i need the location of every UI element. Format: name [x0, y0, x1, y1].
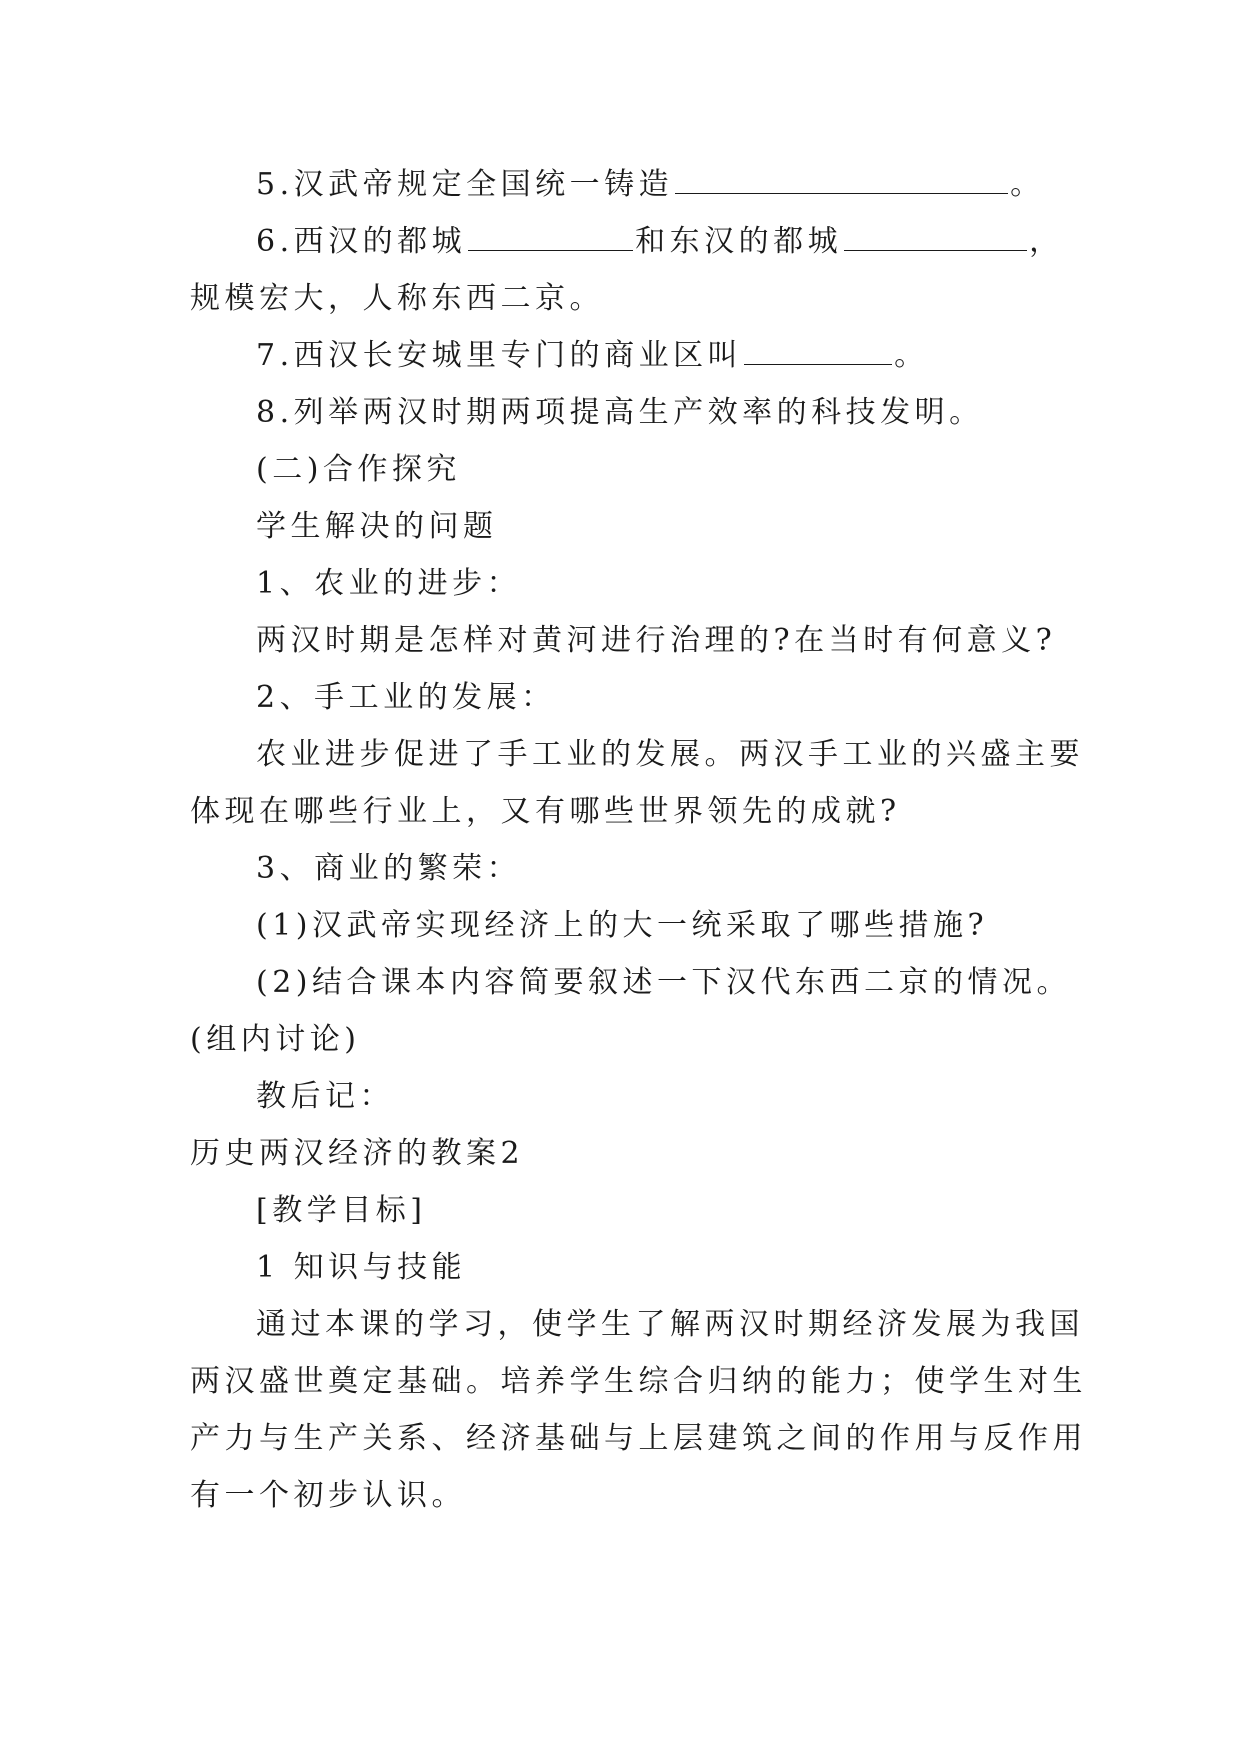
question-5-text: 5.汉武帝规定全国统一铸造 — [256, 167, 674, 202]
question-7-text: 7.西汉长安城里专门的商业区叫 — [256, 338, 743, 373]
question-6 — [256, 222, 1064, 262]
afterword-label: 教后记： — [256, 1079, 394, 1114]
question-5 — [256, 165, 1045, 205]
lesson-plan-2-title: 历史两汉经济的教案2 — [190, 1136, 525, 1171]
question-8: 8.列举两汉时期两项提高生产效率的科技发明。 — [256, 395, 984, 430]
goal-paragraph-line-4: 有一个初步认识。 — [190, 1478, 466, 1513]
question-6-blank-eastern-capital — [844, 224, 1027, 251]
problem-1-heading: 1、农业的进步： — [256, 566, 522, 601]
question-6-text: 6.西汉的都城 — [256, 224, 467, 259]
question-6-blank-western-capital — [468, 224, 633, 251]
question-7-blank — [744, 338, 892, 365]
question-5-blank — [675, 167, 1008, 194]
problem-1-question: 两汉时期是怎样对黄河进行治理的?在当时有何意义? — [256, 623, 1057, 658]
section-heading-cooperation: (二)合作探究 — [256, 452, 461, 487]
problem-3-question-2-continuation: (组内讨论) — [190, 1022, 361, 1057]
problem-2-heading: 2、手工业的发展： — [256, 680, 556, 715]
question-5-end: 。 — [1010, 167, 1045, 202]
teaching-goals-heading: [教学目标] — [256, 1193, 427, 1228]
goal-paragraph-line-3: 产力与生产关系、经济基础与上层建筑之间的作用与反作用 — [190, 1421, 1087, 1456]
goal-1-heading: 1 知识与技能 — [256, 1250, 467, 1285]
problem-2-question-line-1: 农业进步促进了手工业的发展。两汉手工业的兴盛主要 — [256, 737, 1084, 772]
problem-3-heading: 3、商业的繁荣： — [256, 851, 522, 886]
problem-3-question-2: (2)结合课本内容简要叙述一下汉代东西二京的情况。 — [256, 965, 1071, 1000]
question-6-mid-text: 和东汉的都城 — [635, 224, 843, 259]
question-6-end: ， — [1029, 224, 1064, 259]
goal-paragraph-line-1: 通过本课的学习，使学生了解两汉时期经济发展为我国 — [256, 1307, 1084, 1342]
student-problems-heading: 学生解决的问题 — [256, 509, 498, 544]
question-7-end: 。 — [894, 338, 929, 373]
problem-3-question-1: (1)汉武帝实现经济上的大一统采取了哪些措施? — [256, 908, 989, 943]
question-6-continuation: 规模宏大，人称东西二京。 — [190, 281, 604, 316]
problem-2-question-line-2: 体现在哪些行业上，又有哪些世界领先的成就? — [190, 794, 901, 829]
goal-paragraph-line-2: 两汉盛世奠定基础。培养学生综合归纳的能力；使学生对生 — [190, 1364, 1087, 1399]
question-7 — [256, 336, 929, 376]
